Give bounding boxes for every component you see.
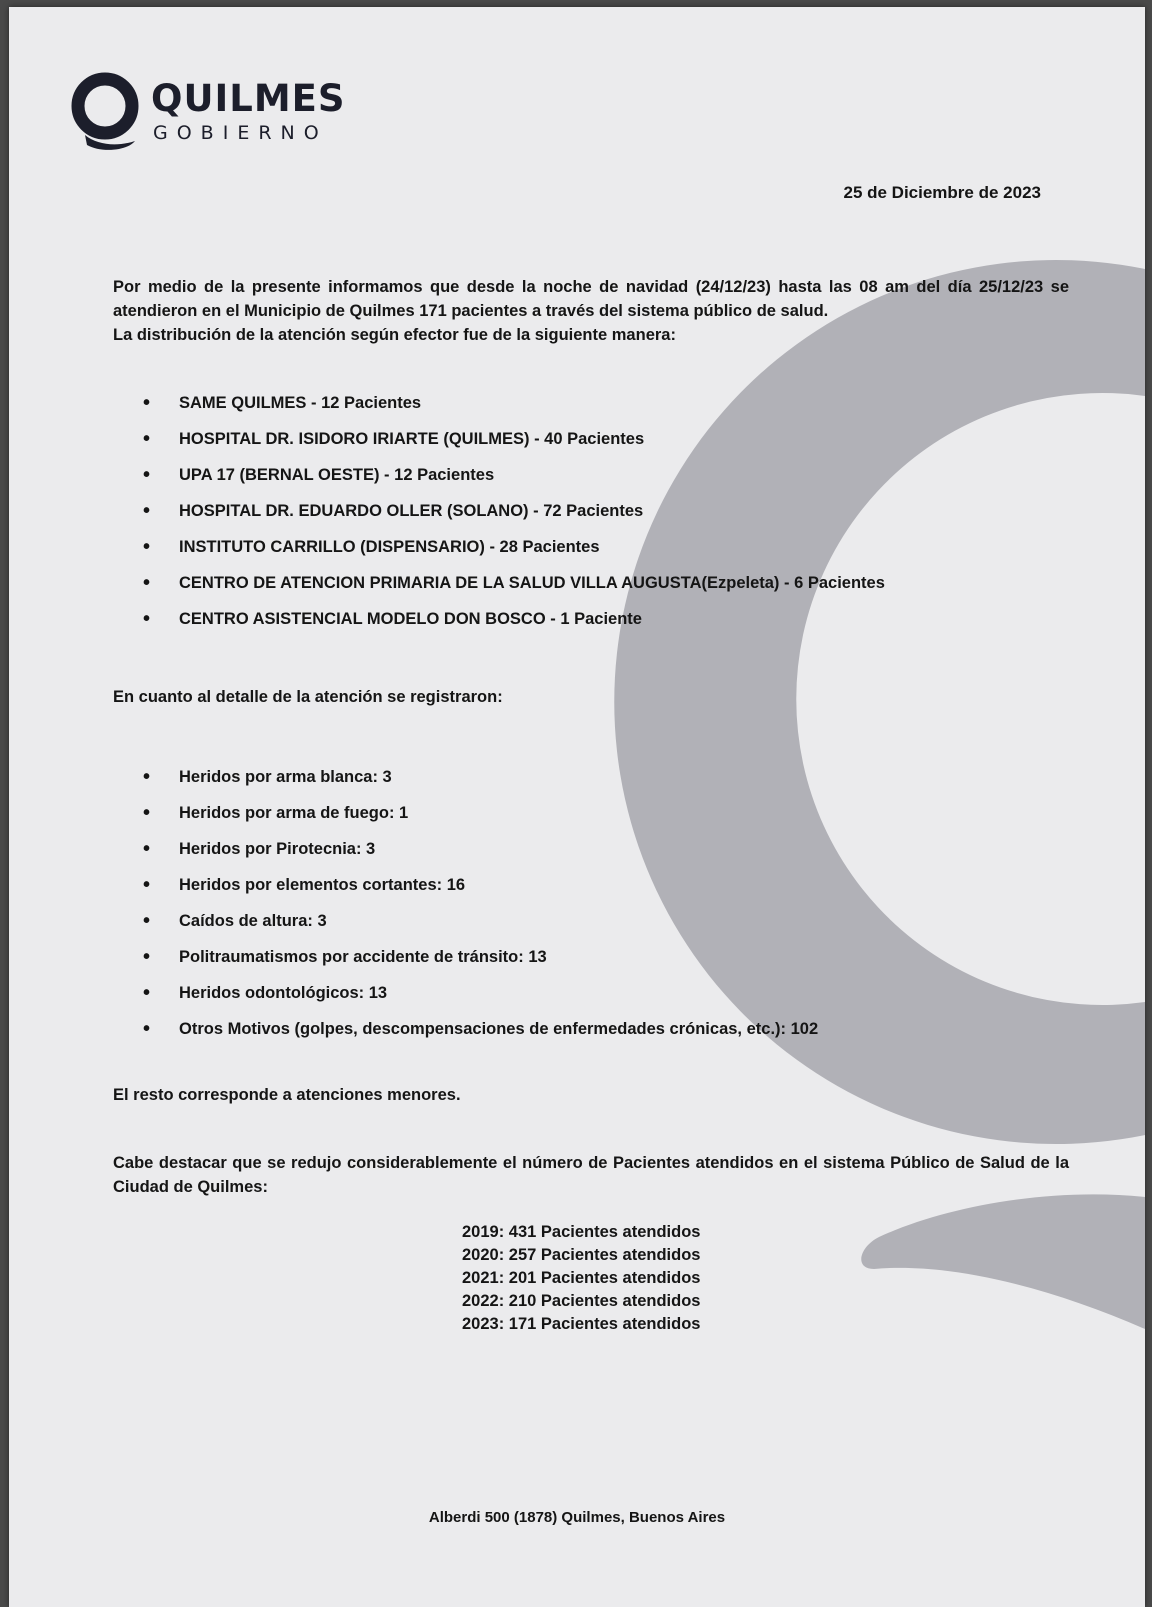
year-stat: 2023: 171 Pacientes atendidos [462,1315,701,1333]
brand-name: QUILMES [151,77,346,120]
list-item: • CENTRO DE ATENCION PRIMARIA DE LA SALUD VILLA AUGUSTA(Ezpeleta) - 6 Pacientes [113,571,1069,607]
year-stat: 2021: 201 Pacientes atendidos [462,1269,701,1287]
list-item: • Otros Motivos (golpes, descompensaciones de enfermedades crónicas, etc.): 102 [113,1017,1069,1053]
intro-line: Por medio de la presente informamos que desde la noche de navidad (24/12/23) hasta las 08 am del día 25/12/23 se [113,278,1069,296]
document-page [9,7,1145,1607]
list-item: • Politraumatismos por accidente de tránsito: 13 [113,945,1069,981]
intro-line: atendieron en el Municipio de Quilmes 171 pacientes a través del sistema público de salud. [113,302,829,320]
year-stat: 2019: 431 Pacientes atendidos [462,1223,701,1241]
intro-line: La distribución de la atención según efector fue de la siguiente manera: [113,326,676,344]
document-date: 25 de Diciembre de 2023 [843,183,1041,202]
list-item: • SAME QUILMES - 12 Pacientes [113,391,1069,427]
note-line: Ciudad de Quilmes: [113,1178,268,1196]
list-item: • Heridos por Pirotecnia: 3 [113,837,1069,873]
footer-address: Alberdi 500 (1878) Quilmes, Buenos Aires [428,1509,726,1526]
quilmes-q-logo-icon [69,67,143,157]
list-item: • Heridos por arma de fuego: 1 [113,801,1069,837]
note-paragraph [113,1151,1069,1199]
document-body [113,275,1069,1336]
list-item: • INSTITUTO CARRILLO (DISPENSARIO) - 28 Pacientes [113,535,1069,571]
list-item: • Caídos de altura: 3 [113,909,1069,945]
resto-text: El resto corresponde a atenciones menores. [113,1086,461,1104]
list-item: • Heridos por arma blanca: 3 [113,765,1069,801]
list-item: • HOSPITAL DR. EDUARDO OLLER (SOLANO) - 72 Pacientes [113,499,1069,535]
list-item: • HOSPITAL DR. ISIDORO IRIARTE (QUILMES) - 40 Pacientes [113,427,1069,463]
intro-paragraph [113,275,1069,347]
list-item: • Heridos odontológicos: 13 [113,981,1069,1017]
list-item: • CENTRO ASISTENCIAL MODELO DON BOSCO - 1 Paciente [113,607,1069,643]
detalle-heading: En cuanto al detalle de la atención se registraron: [113,688,503,706]
list-item: • UPA 17 (BERNAL OESTE) - 12 Pacientes [113,463,1069,499]
year-stat: 2020: 257 Pacientes atendidos [462,1246,701,1264]
efectores-list [113,391,1069,643]
yearly-stats [462,1221,1069,1336]
detalle-list [113,765,1069,1053]
year-stat: 2022: 210 Pacientes atendidos [462,1292,701,1310]
list-item: • Heridos por elementos cortantes: 16 [113,873,1069,909]
brand-subtitle: GOBIERNO [153,122,328,144]
quilmes-logo [69,67,346,157]
note-line: Cabe destacar que se redujo considerablemente el número de Pacientes atendidos en el sistema Público de Salud de la [113,1154,1069,1172]
